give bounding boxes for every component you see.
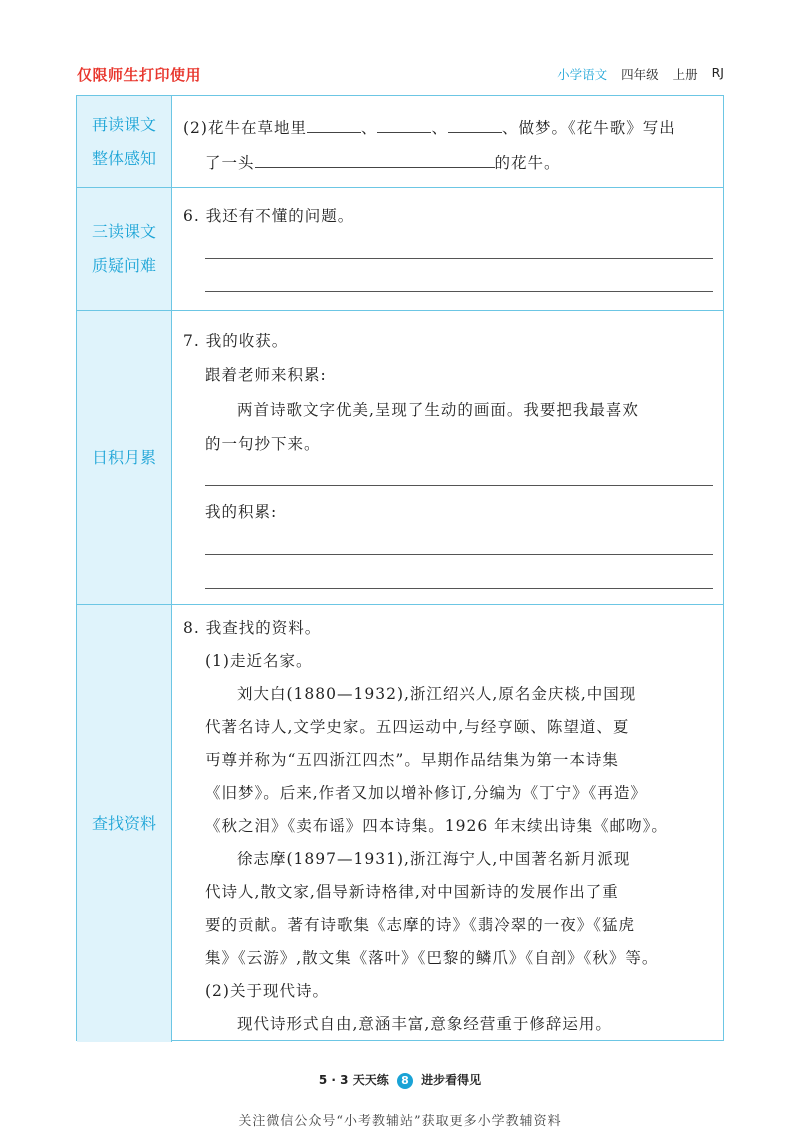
text-segment: (2)花牛在草地里 <box>183 119 307 137</box>
prompt-text: 跟着老师来积累: <box>205 366 327 384</box>
bottom-note: 关注微信公众号“小考教辅站”获取更多小学教辅资料 <box>238 1114 562 1129</box>
section-questions <box>77 188 723 311</box>
section-research <box>77 605 723 1042</box>
series-slogan: 进步看得见 <box>421 1073 482 1087</box>
category-label: 查找资料 <box>91 813 156 833</box>
category-line-1: 三读课文 <box>91 222 156 241</box>
subsection-title: (1)走近名家。 <box>205 652 313 670</box>
writing-line[interactable] <box>205 291 713 292</box>
answer-blank[interactable] <box>307 118 361 133</box>
term-label: 上册 <box>672 67 698 82</box>
paragraph-line: 代著名诗人,文学史家。五四运动中,与经亨颐、陈望道、夏 <box>205 718 630 736</box>
paragraph-line: 丏尊并称为“五四浙江四杰”。早期作品结集为第一本诗集 <box>205 751 619 769</box>
category-line-2: 整体感知 <box>91 148 156 168</box>
writing-line[interactable] <box>205 554 713 555</box>
writing-line[interactable] <box>205 485 713 486</box>
section-accumulation <box>77 311 723 605</box>
book-info <box>557 65 724 83</box>
section-content <box>171 605 723 1042</box>
question-title: 6. 我还有不懂的问题。 <box>183 207 355 225</box>
section-content <box>171 188 723 310</box>
series-name: 5 · 3 天天练 <box>318 1073 389 1087</box>
section-category <box>77 311 172 604</box>
subsection-title: (2)关于现代诗。 <box>205 982 329 1000</box>
section-content <box>171 96 723 187</box>
writing-line[interactable] <box>205 588 713 589</box>
paragraph-line: 《秋之泪》《卖布谣》四本诗集。1926 年末续出诗集《邮吻》。 <box>205 817 668 835</box>
paragraph-line: 《旧梦》。后来,作者又加以增补修订,分编为《丁宁》《再造》 <box>205 784 647 802</box>
text-segment: 了一头 <box>205 154 255 172</box>
paragraph-line: 现代诗形式自由,意涵丰富,意象经营重于修辞运用。 <box>237 1015 612 1033</box>
paragraph-line: 刘大白(1880—1932),浙江绍兴人,原名金庆棪,中国现 <box>237 685 637 703</box>
grade-label: 四年级 <box>621 67 659 82</box>
section-category <box>77 96 172 187</box>
question-title: 8. 我查找的资料。 <box>183 619 322 637</box>
page-footer <box>0 1071 800 1089</box>
paragraph-line: 要的贡献。著有诗歌集《志摩的诗》《翡冷翠的一夜》《猛虎 <box>205 916 636 934</box>
category-line-2: 质疑问难 <box>91 256 156 275</box>
answer-blank[interactable] <box>255 153 495 168</box>
prompt-text: 我的积累: <box>205 503 278 521</box>
worksheet-table <box>76 95 724 1041</box>
paragraph-line: 集》《云游》,散文集《落叶》《巴黎的鳞爪》《自剖》《秋》等。 <box>205 949 659 967</box>
text-segment: 、做梦。《花牛歌》写出 <box>502 119 676 137</box>
section-overview <box>77 96 723 188</box>
section-content <box>171 311 723 604</box>
edition-label: RJ <box>711 65 724 80</box>
prompt-text: 两首诗歌文字优美,呈现了生动的画面。我要把我最喜欢 <box>237 401 639 419</box>
print-notice: 仅限师生打印使用 <box>77 66 202 84</box>
question-line <box>183 116 676 138</box>
page-number-badge: 8 <box>397 1073 413 1089</box>
text-segment: 的花牛。 <box>494 154 561 172</box>
paragraph-line: 徐志摩(1897—1931),浙江海宁人,中国著名新月派现 <box>237 850 631 868</box>
category-line-1: 再读课文 <box>91 114 156 134</box>
text-segment: 、 <box>431 119 448 137</box>
answer-blank[interactable] <box>377 118 431 133</box>
paragraph-line: 代诗人,散文家,倡导新诗格律,对中国新诗的发展作出了重 <box>205 883 619 901</box>
answer-blank[interactable] <box>448 118 502 133</box>
question-title: 7. 我的收获。 <box>183 332 289 350</box>
prompt-text: 的一句抄下来。 <box>205 435 321 453</box>
writing-line[interactable] <box>205 258 713 259</box>
question-line <box>205 151 561 173</box>
section-category <box>77 188 172 310</box>
section-category <box>77 605 172 1042</box>
category-label: 日积月累 <box>91 447 156 467</box>
text-segment: 、 <box>360 119 378 137</box>
subject-label: 小学语文 <box>557 67 608 82</box>
